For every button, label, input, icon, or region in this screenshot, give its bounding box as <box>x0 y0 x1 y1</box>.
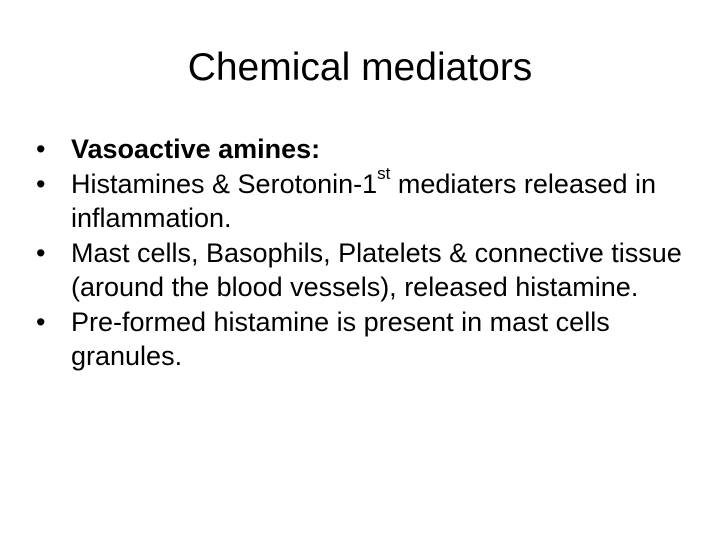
bullet-text-part1: Histamines & Serotonin-1 <box>71 168 378 199</box>
bullet-text: Mast cells, Basophils, Platelets & connective tissue (around the blood vessels), released histamine. <box>71 237 682 302</box>
bullet-item-mast-cells <box>36 236 696 305</box>
bullet-item-histamines <box>36 163 696 236</box>
bullet-icon: • <box>36 306 46 337</box>
bullet-text-part2: mediaters released in inflammation. <box>71 168 657 233</box>
bullet-list <box>36 132 696 374</box>
bullet-icon: • <box>36 134 46 164</box>
bullet-text: Pre-formed histamine is present in mast cells granules. <box>71 306 610 371</box>
bullet-item-preformed-histamine <box>36 305 696 374</box>
superscript-st: st <box>377 163 391 183</box>
slide-title: Chemical mediators <box>187 46 533 89</box>
bullet-item-vasoactive-amines <box>36 132 696 167</box>
bullet-text: Vasoactive amines: <box>71 134 321 164</box>
bullet-icon: • <box>36 237 46 268</box>
bullet-icon: • <box>36 168 46 199</box>
